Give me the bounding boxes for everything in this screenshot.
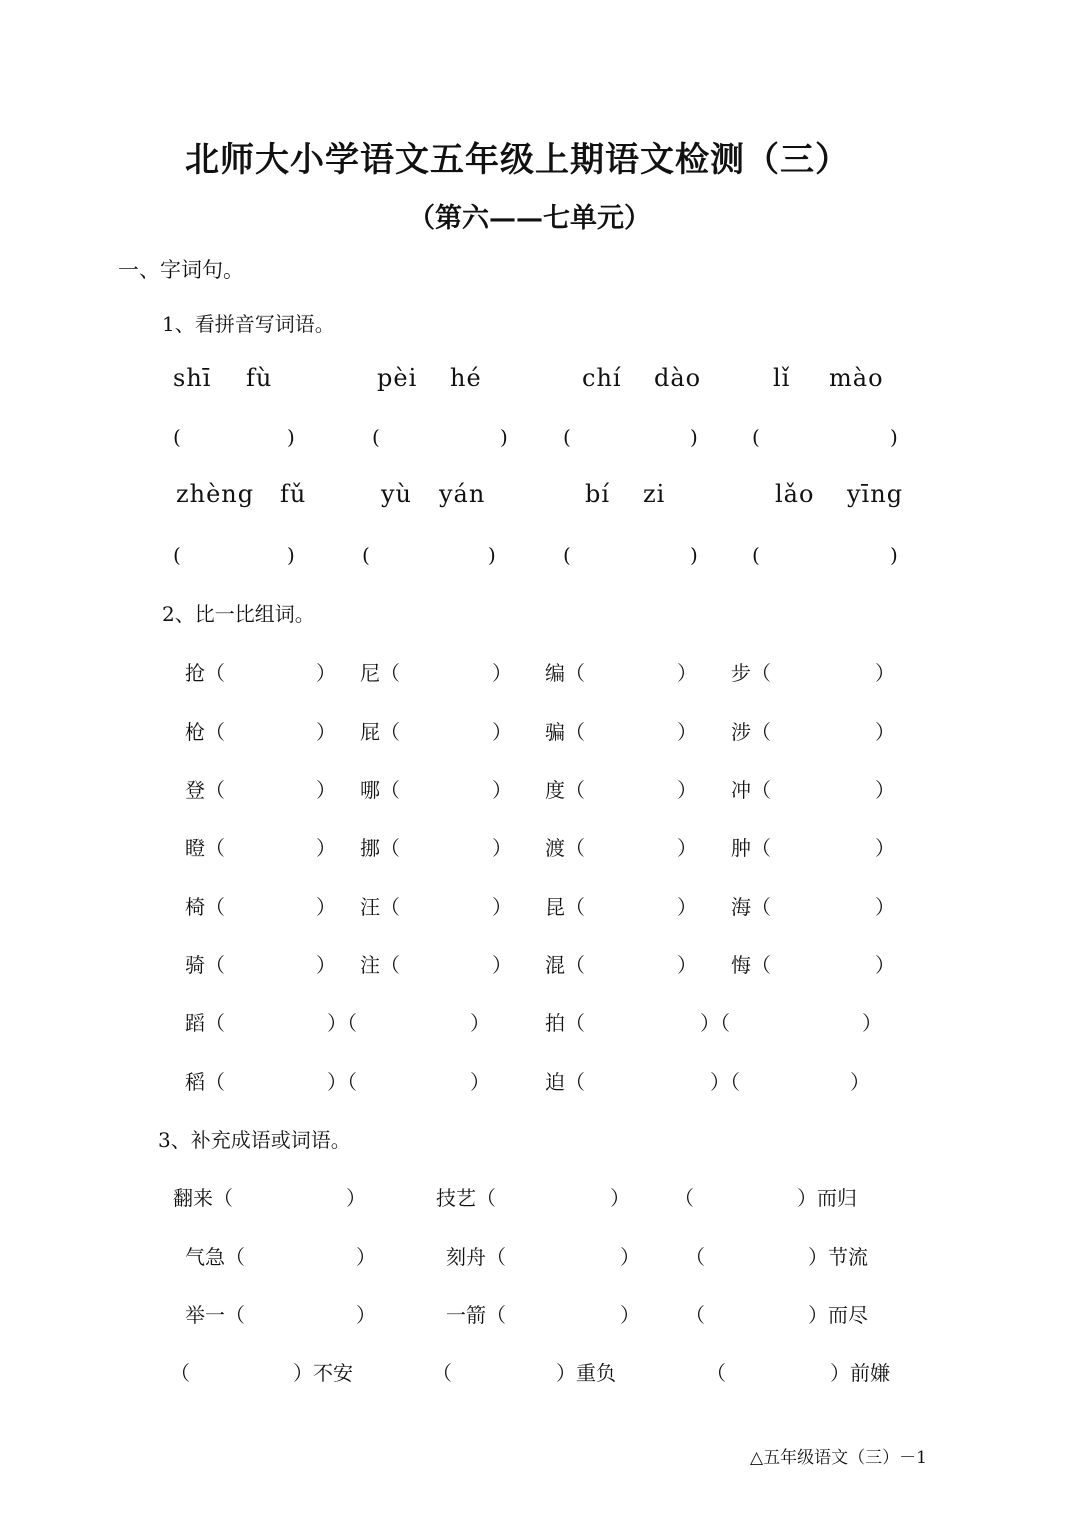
char-cell: 昆（ — [545, 895, 585, 919]
close-paren: ） — [875, 953, 895, 977]
close-paren: ） — [492, 661, 512, 685]
paren-open: ( — [563, 425, 571, 449]
question-1-heading: 1、看拼音写词语。 — [162, 312, 335, 336]
idiom-suffix: ） — [356, 1245, 376, 1269]
char-cell: 哪（ — [360, 778, 400, 802]
char-cell: 瞪（ — [185, 836, 225, 860]
idiom-suffix: ）节流 — [808, 1245, 868, 1269]
char-cell: 涉（ — [731, 720, 771, 744]
pinyin-syllable: bí — [585, 480, 611, 508]
pinyin-syllable: lǎo — [775, 480, 815, 508]
idiom-prefix: 气急（ — [185, 1245, 245, 1269]
char-cell: 挪（ — [360, 836, 400, 860]
page-subtitle: （第六——七单元） — [408, 203, 651, 234]
idiom-prefix: 翻来（ — [173, 1186, 233, 1210]
close-paren: ） — [316, 953, 336, 977]
paren-open: ( — [173, 425, 181, 449]
char-cell: 海（ — [731, 895, 771, 919]
char-cell: 椅（ — [185, 895, 225, 919]
paren-open: ( — [372, 425, 380, 449]
char-cell: 稻（ — [185, 1070, 225, 1094]
close-paren: ） — [316, 661, 336, 685]
page-footer: △五年级语文（三）－1 — [750, 1448, 927, 1468]
close-paren: ） — [677, 836, 697, 860]
close-paren: ） — [677, 953, 697, 977]
close-paren: ） — [862, 1011, 882, 1035]
idiom-suffix: ）重负 — [556, 1361, 616, 1385]
close-paren: ） — [677, 661, 697, 685]
close-paren: ） — [316, 836, 336, 860]
paren-pair: ）（ — [700, 1011, 730, 1035]
close-paren: ） — [470, 1070, 490, 1094]
pinyin-syllable: yīng — [847, 480, 904, 508]
paren-close: ) — [890, 425, 898, 449]
idiom-prefix: （ — [674, 1186, 694, 1210]
paren-pair: ）（ — [327, 1070, 357, 1094]
paren-open: ( — [362, 543, 370, 567]
pinyin-syllable: yán — [439, 480, 486, 508]
paren-open: ( — [173, 543, 181, 567]
page-title: 北师大小学语文五年级上期语文检测（三） — [185, 140, 850, 180]
char-cell: 迫（ — [545, 1070, 585, 1094]
pinyin-syllable: pèi — [377, 364, 418, 392]
close-paren: ） — [492, 953, 512, 977]
close-paren: ） — [470, 1011, 490, 1035]
pinyin-syllable: yù — [381, 480, 413, 508]
paren-close: ) — [890, 543, 898, 567]
paren-pair: ）（ — [710, 1070, 740, 1094]
char-cell: 编（ — [545, 661, 585, 685]
close-paren: ） — [875, 836, 895, 860]
char-cell: 登（ — [185, 778, 225, 802]
paren-close: ) — [500, 425, 508, 449]
idiom-prefix: 刻舟（ — [446, 1245, 506, 1269]
char-cell: 肿（ — [731, 836, 771, 860]
paren-close: ) — [690, 425, 698, 449]
idiom-prefix: （ — [432, 1361, 452, 1385]
close-paren: ） — [316, 778, 336, 802]
close-paren: ） — [677, 778, 697, 802]
pinyin-syllable: fù — [246, 364, 273, 392]
close-paren: ） — [492, 778, 512, 802]
close-paren: ） — [875, 720, 895, 744]
idiom-suffix: ） — [620, 1303, 640, 1327]
char-cell: 注（ — [360, 953, 400, 977]
paren-close: ) — [488, 543, 496, 567]
idiom-suffix: ） — [610, 1186, 630, 1210]
close-paren: ） — [316, 895, 336, 919]
close-paren: ） — [677, 895, 697, 919]
paren-close: ) — [287, 425, 295, 449]
idiom-prefix: （ — [706, 1361, 726, 1385]
char-cell: 汪（ — [360, 895, 400, 919]
char-cell: 骑（ — [185, 953, 225, 977]
idiom-prefix: 一箭（ — [446, 1303, 506, 1327]
pinyin-syllable: hé — [450, 364, 482, 392]
pinyin-syllable: zhèng — [176, 480, 255, 508]
char-cell: 悔（ — [731, 953, 771, 977]
idiom-prefix: 技艺（ — [436, 1186, 496, 1210]
paren-open: ( — [752, 425, 760, 449]
idiom-suffix: ）前嫌 — [830, 1361, 890, 1385]
char-cell: 蹈（ — [185, 1011, 225, 1035]
section-heading: 一、字词句。 — [118, 258, 244, 282]
char-cell: 屁（ — [360, 720, 400, 744]
pinyin-syllable: zi — [643, 480, 666, 508]
char-cell: 骗（ — [545, 720, 585, 744]
char-cell: 渡（ — [545, 836, 585, 860]
char-cell: 尼（ — [360, 661, 400, 685]
char-cell: 冲（ — [731, 778, 771, 802]
pinyin-syllable: mào — [829, 364, 884, 392]
paren-close: ) — [287, 543, 295, 567]
idiom-prefix: （ — [685, 1245, 705, 1269]
pinyin-syllable: shī — [173, 364, 212, 392]
close-paren: ） — [492, 895, 512, 919]
idiom-suffix: ）而归 — [797, 1186, 857, 1210]
close-paren: ） — [875, 778, 895, 802]
close-paren: ） — [875, 895, 895, 919]
idiom-suffix: ） — [346, 1186, 366, 1210]
paren-close: ) — [690, 543, 698, 567]
idiom-suffix: ）而尽 — [808, 1303, 868, 1327]
question-3-heading: 3、补充成语或词语。 — [158, 1128, 351, 1152]
idiom-prefix: （ — [170, 1361, 190, 1385]
char-cell: 枪（ — [185, 720, 225, 744]
char-cell: 拍（ — [545, 1011, 585, 1035]
close-paren: ） — [850, 1070, 870, 1094]
idiom-suffix: ） — [356, 1303, 376, 1327]
pinyin-syllable: dào — [654, 364, 702, 392]
close-paren: ） — [492, 720, 512, 744]
close-paren: ） — [492, 836, 512, 860]
question-2-heading: 2、比一比组词。 — [162, 602, 315, 626]
paren-open: ( — [563, 543, 571, 567]
char-cell: 混（ — [545, 953, 585, 977]
idiom-prefix: （ — [685, 1303, 705, 1327]
pinyin-syllable: fǔ — [280, 480, 307, 508]
idiom-prefix: 举一（ — [185, 1303, 245, 1327]
close-paren: ） — [677, 720, 697, 744]
paren-pair: ）（ — [327, 1011, 357, 1035]
close-paren: ） — [875, 661, 895, 685]
char-cell: 抢（ — [185, 661, 225, 685]
paren-open: ( — [752, 543, 760, 567]
idiom-suffix: ）不安 — [293, 1361, 353, 1385]
pinyin-syllable: chí — [582, 364, 622, 392]
char-cell: 度（ — [545, 778, 585, 802]
close-paren: ） — [316, 720, 336, 744]
idiom-suffix: ） — [620, 1245, 640, 1269]
pinyin-syllable: lǐ — [773, 364, 791, 392]
char-cell: 步（ — [731, 661, 771, 685]
